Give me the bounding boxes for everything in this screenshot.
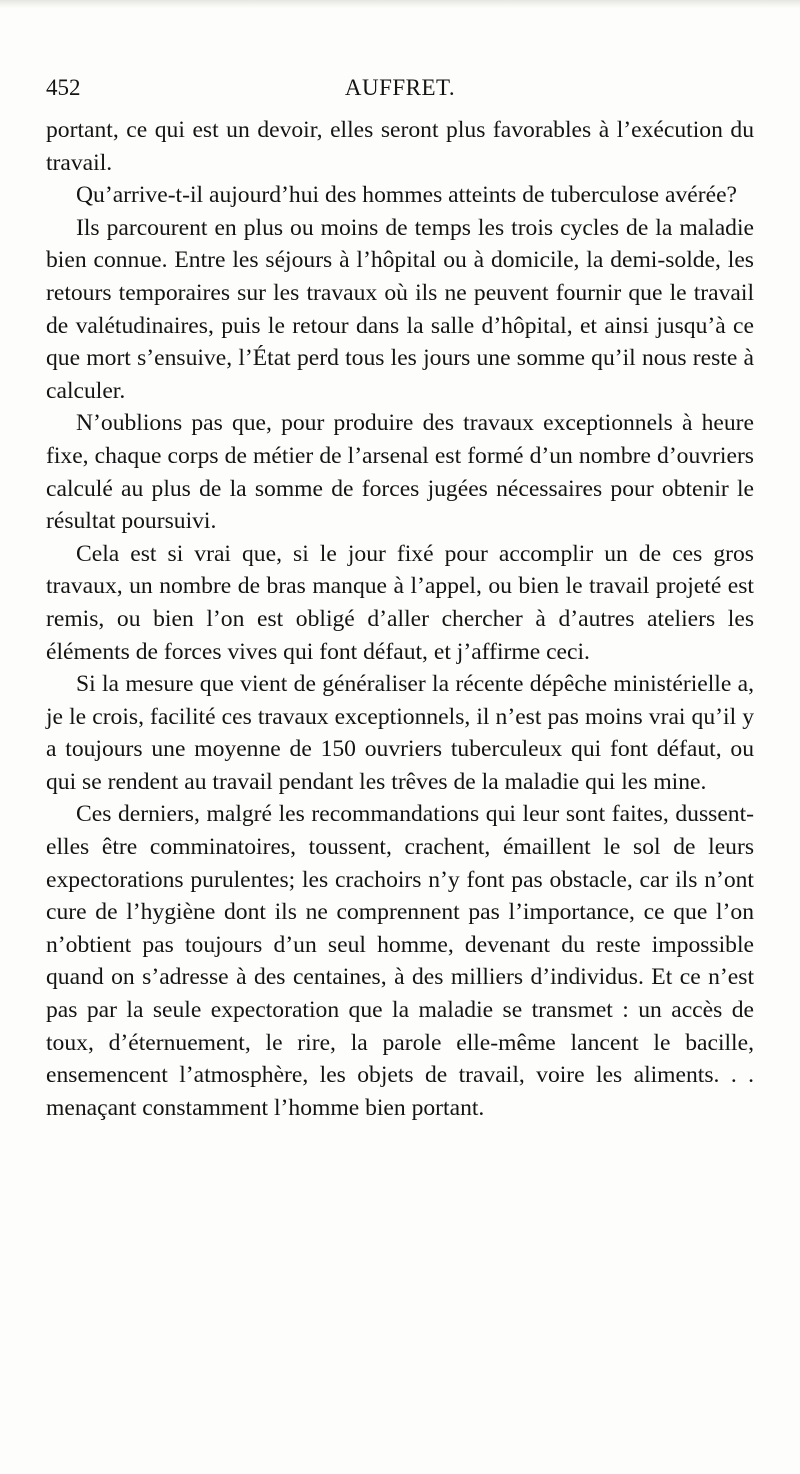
- paragraph-continuation: portant, ce qui est un devoir, elles seront plus favorables à l’exécution du travail.: [46, 117, 754, 176]
- paragraph: Ils parcourent en plus ou moins de temps les trois cycles de la maladie bien connue. Entre les séjours à l’hôpital ou à domicile, la demi-solde, les retours temporaires sur les travaux où ils ne peuvent fournir que le travail de valétudinaires, puis le retour dans la salle d’hôpital, et ainsi jusqu’à ce que mort s’ensuive, l’État perd tous les jours une somme qu’il nous reste à calculer.: [46, 214, 754, 404]
- running-head: [46, 70, 754, 106]
- paragraph: Qu’arrive-t-il aujourd’hui des hommes atteints de tuberculose avérée?: [76, 182, 738, 209]
- paragraph: N’oublions pas que, pour produire des travaux exceptionnels à heure fixe, chaque corps de métier de l’arsenal est formé d’un nombre d’ouvriers calculé au plus de la somme de forces jugées nécessaires pour obtenir le résultat poursuivi.: [46, 410, 754, 535]
- paragraph: Si la mesure que vient de généraliser la récente dépêche ministérielle a, je le crois, facilité ces travaux exceptionnels, il n’est pas moins vrai qu’il y a toujours une moyenne de 150 ouvriers tuberculeux qui font défaut, ou qui se rendent au travail pendant les trêves de la maladie qui les mine.: [46, 671, 754, 795]
- page-number: 452: [46, 75, 81, 100]
- running-title: AUFFRET.: [344, 75, 456, 100]
- page-top-edge: [0, 0, 800, 8]
- paragraph: Ces derniers, malgré les recommandations qui leur sont faites, dussent-elles être comminatoires, toussent, crachent, émaillent le sol de leurs expectorations purulentes; les crachoirs n’y font pas obstacle, car ils n’ont cure de l’hygiène dont ils ne comprennent pas l’importance, ce que l’on n’obtient pas toujours d’un seul homme, devenant du reste impossible quand on s’adresse à des centaines, à des milliers d’individus. Et ce n’est pas par la seule expectoration que la maladie se transmet : un accès de toux, d’éternuement, le rire, la parole elle-même lancent le bacille, ensemencent l’atmosphère, les objets de travail, voire les aliments. . . menaçant constamment l’homme bien portant.: [46, 801, 754, 1121]
- paragraph: Cela est si vrai que, si le jour fixé pour accomplir un de ces gros travaux, un nombre de bras manque à l’appel, ou bien le travail projeté est remis, ou bien l’on est obligé d’aller chercher à d’autres ateliers les éléments de forces vives qui font défaut, et j’affirme ceci.: [46, 540, 754, 665]
- body-text: [46, 114, 754, 1124]
